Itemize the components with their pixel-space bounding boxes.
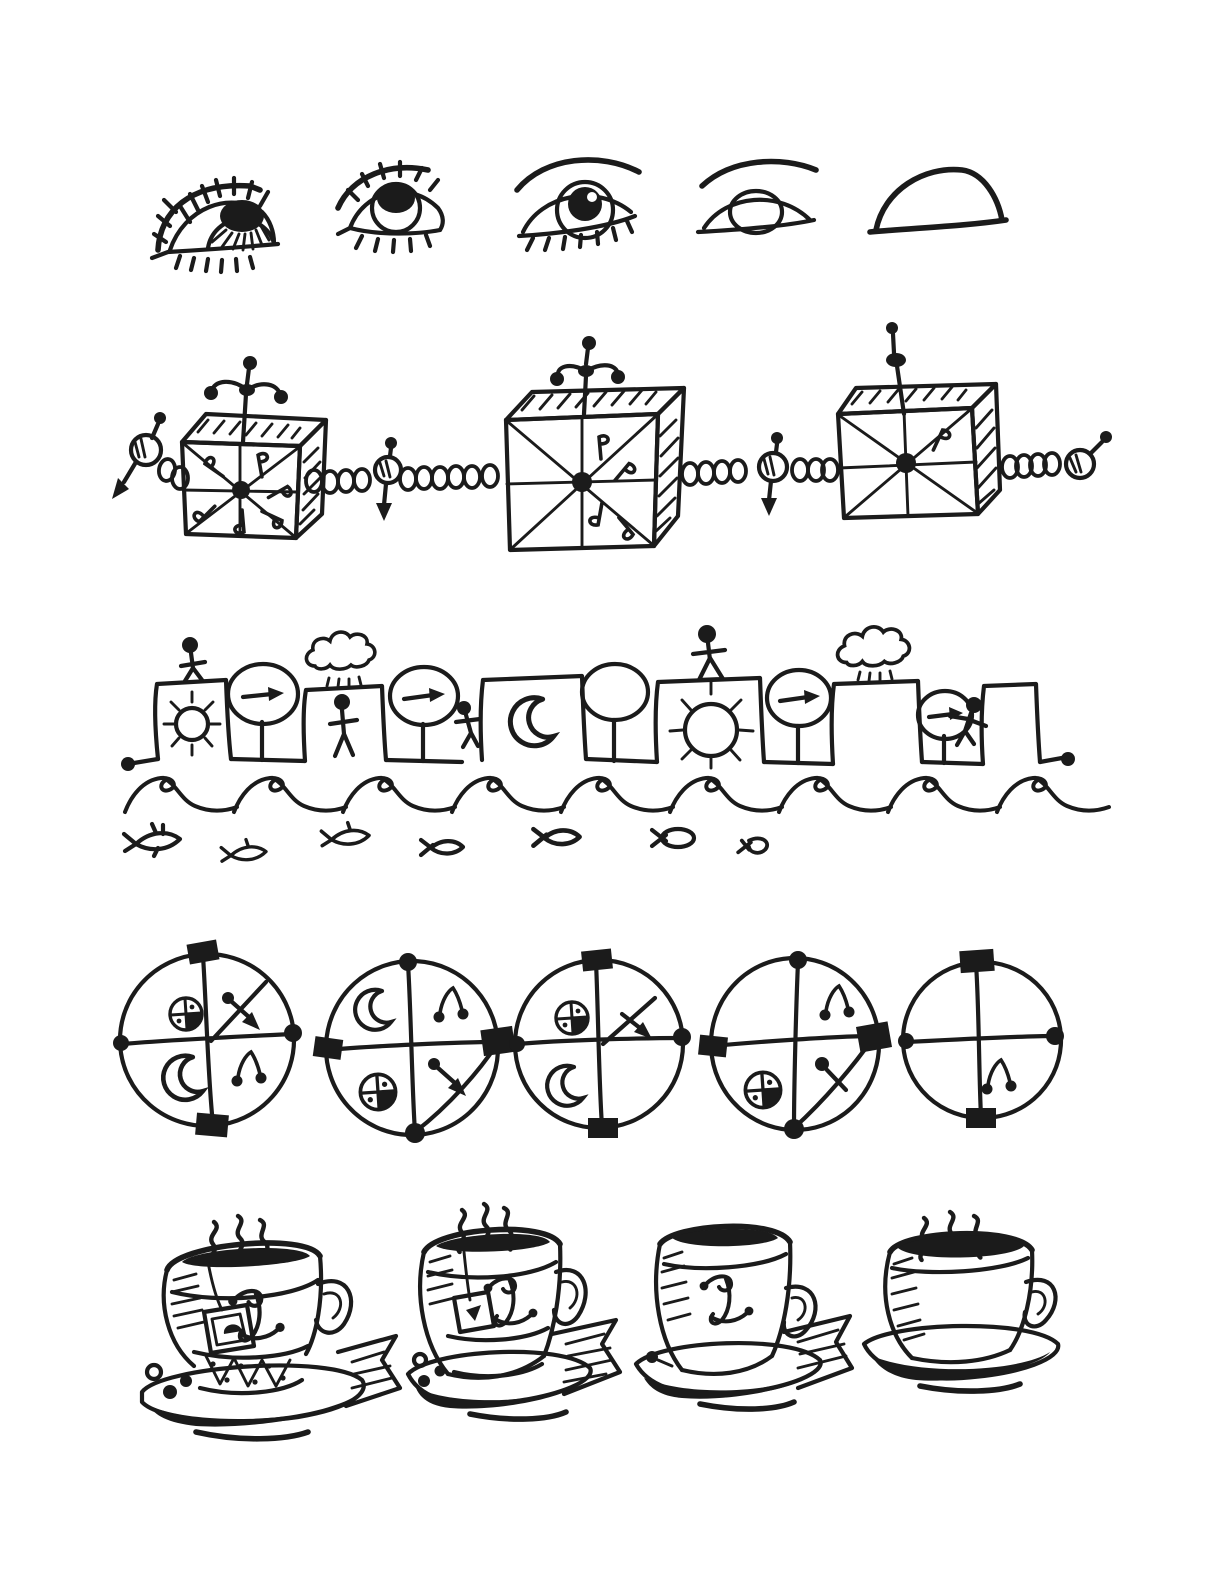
dot-node <box>1046 1027 1064 1045</box>
node-circle-4 <box>698 951 892 1139</box>
square-node <box>966 1108 996 1128</box>
line-end-dot <box>1061 752 1075 766</box>
pie-icon <box>170 998 202 1030</box>
rain-icon <box>858 671 892 681</box>
pie-icon <box>745 1072 780 1107</box>
square-node <box>186 940 219 965</box>
pie-icon <box>556 1002 588 1034</box>
moon-icon <box>163 1056 202 1100</box>
pupil <box>568 187 602 221</box>
dot-node <box>399 953 417 971</box>
eye-2-shaded <box>338 162 443 252</box>
block-sun-small <box>155 637 231 759</box>
arrow-icon <box>376 503 392 521</box>
coil-spring-3 <box>1002 431 1112 478</box>
spring-box-3 <box>838 322 1000 518</box>
napkin <box>784 1316 852 1388</box>
wave-line <box>125 778 1109 812</box>
outer-lashes <box>154 200 176 242</box>
arrow-icon <box>268 687 284 701</box>
fish-icon <box>738 838 767 852</box>
fish-icon <box>652 829 694 847</box>
hatch-shading <box>428 1256 454 1304</box>
arrow-icon <box>804 690 820 704</box>
teacup-1 <box>142 1216 400 1439</box>
fish-icon <box>124 824 180 856</box>
fish-school <box>124 823 767 862</box>
lower-lashes <box>176 256 253 272</box>
hatch-shading <box>662 1252 690 1320</box>
coil-spring-2 <box>682 432 838 516</box>
spring-box-2 <box>506 336 684 550</box>
saucer <box>636 1343 821 1409</box>
coil-spring-1 <box>306 437 498 521</box>
box-center-dot <box>572 472 592 492</box>
hatch-shading <box>172 1274 204 1328</box>
stick-figure <box>181 637 205 681</box>
block-moon <box>456 676 586 760</box>
square-node <box>313 1036 344 1060</box>
saucer <box>864 1326 1058 1391</box>
square-node <box>959 949 994 973</box>
arrow-icon <box>761 498 777 516</box>
row-spring-boxes <box>112 322 1112 550</box>
block-rain-cloud <box>832 627 922 764</box>
climbing-figure <box>456 701 480 747</box>
cherries-icon <box>820 986 855 1021</box>
square-node <box>856 1021 892 1052</box>
node-circle-3 <box>509 948 691 1138</box>
box-center-dot <box>232 481 250 499</box>
box-center-dot <box>896 453 916 473</box>
row-skyline <box>121 625 1109 861</box>
arrow-sign-4 <box>918 691 986 763</box>
spring-box-1 <box>182 356 326 538</box>
block-empty <box>982 684 1040 764</box>
arrow-icon <box>428 1058 466 1096</box>
dot-node <box>284 1024 302 1042</box>
teacup-4 <box>864 1212 1058 1391</box>
dot-node <box>898 1033 914 1049</box>
cloud-icon <box>306 632 374 669</box>
sun-icon <box>164 692 220 755</box>
dot-node <box>509 1036 525 1052</box>
dot-node <box>673 1028 691 1046</box>
pupil <box>377 183 415 213</box>
saucer <box>408 1352 591 1419</box>
cloud-icon <box>838 627 910 666</box>
cherries-icon <box>232 1052 267 1087</box>
fish-icon <box>321 823 369 846</box>
fish-icon <box>533 829 579 846</box>
block-sun-large <box>656 625 764 768</box>
pupil-highlight <box>587 192 597 202</box>
arrow-sign-1 <box>228 664 298 760</box>
left-ball-weight <box>112 412 188 499</box>
node-circle-1 <box>113 940 302 1138</box>
square-node <box>581 948 613 971</box>
moon-icon <box>547 1066 583 1106</box>
monogram <box>700 1276 754 1323</box>
eye-1-detailed <box>152 178 278 272</box>
moon-icon <box>510 698 553 746</box>
cherries-icon <box>982 1060 1017 1095</box>
arrow-icon <box>429 688 445 702</box>
dot-node <box>113 1035 129 1051</box>
teacup-3 <box>636 1226 852 1409</box>
empty-circle-sign <box>582 664 648 761</box>
square-node <box>195 1113 229 1138</box>
pupil <box>220 200 264 232</box>
dress-figure <box>693 625 725 680</box>
dot-node <box>789 951 807 969</box>
sun-icon <box>670 682 753 768</box>
eye-4-outline <box>698 162 816 233</box>
row-eyes <box>152 160 1006 272</box>
block-figure-rain <box>304 632 386 761</box>
eye-3-pupil <box>517 160 639 250</box>
teacup-2 <box>408 1204 620 1419</box>
fish-icon <box>421 840 463 855</box>
pie-icon <box>360 1074 395 1109</box>
square-node <box>588 1118 618 1138</box>
fish-icon <box>221 840 266 862</box>
moon-icon <box>355 990 391 1030</box>
row-teacups <box>142 1204 1058 1439</box>
stick-figure <box>330 694 357 756</box>
dot-node <box>405 1123 425 1143</box>
arrow-sign-2 <box>390 667 458 761</box>
eye-5-dome <box>870 170 1006 232</box>
lower-lashes <box>356 235 430 252</box>
node-circle-5 <box>898 949 1066 1128</box>
dot-node <box>784 1119 804 1139</box>
node-circle-2 <box>313 953 516 1143</box>
cherries-icon <box>434 988 469 1023</box>
row-node-circles <box>113 940 1066 1143</box>
arrow-sign-3 <box>767 670 831 763</box>
square-node <box>698 1035 728 1058</box>
